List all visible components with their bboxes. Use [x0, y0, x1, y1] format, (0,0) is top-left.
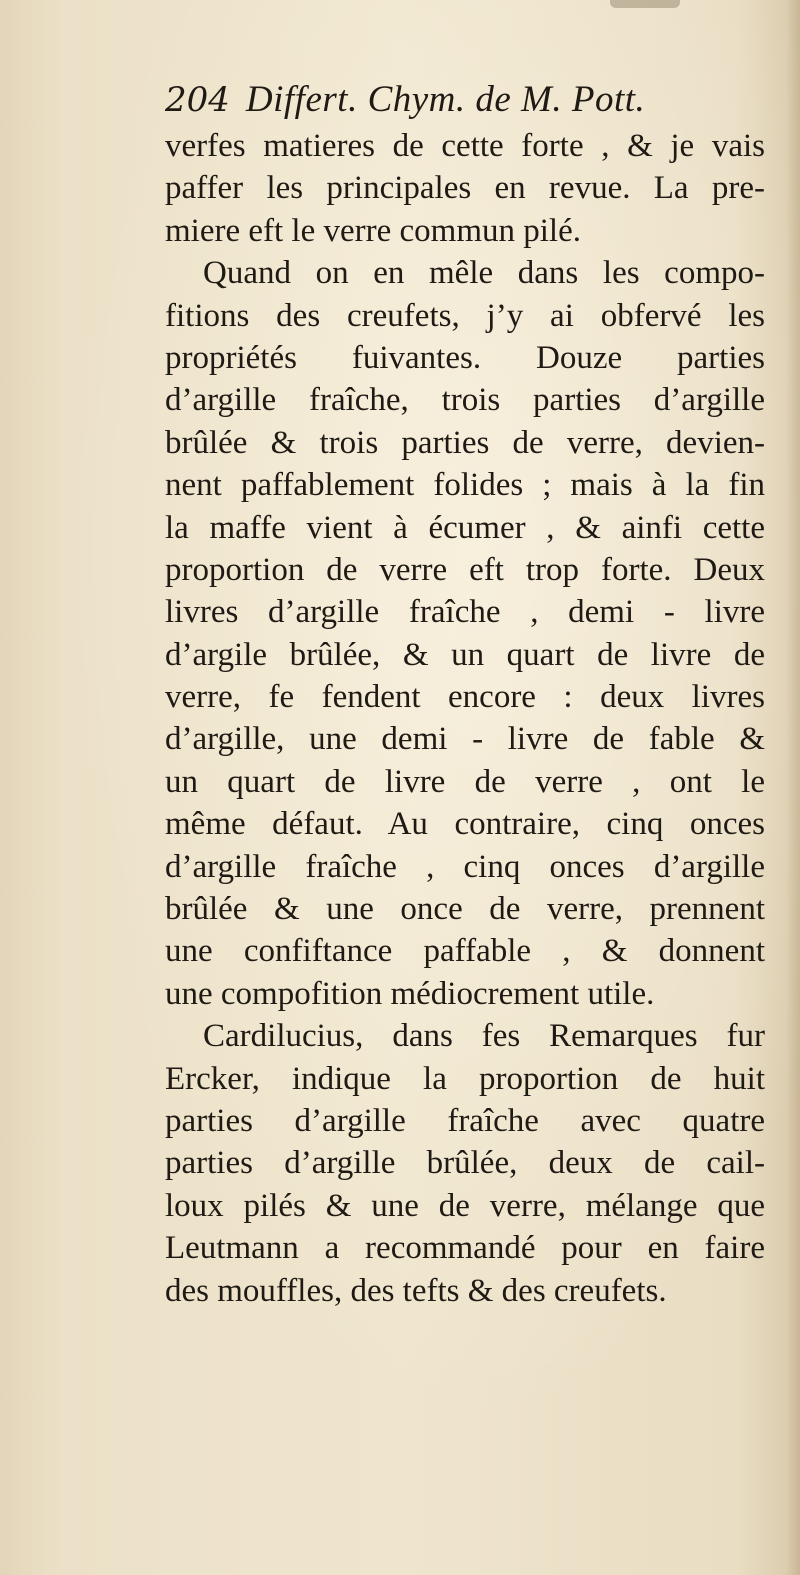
paragraph-start-line: Cardilucius, dans fes Remarques fur [203, 1018, 765, 1055]
text-line: d’argile brûlée, & un quart de livre de [165, 636, 765, 673]
paragraph-end-line: une compofition médiocrement utile. [165, 975, 655, 1012]
text-line: verre, fe fendent encore : deux livres [165, 679, 765, 716]
text-line: parties d’argille brûlée, deux de cail- [165, 1145, 765, 1182]
text-line: verfes matieres de cette forte , & je vais [165, 128, 765, 164]
text-line: nent paffablement folides ; mais à la fin [165, 467, 765, 504]
text-line: livres d’argille fraîche , demi - livre [165, 594, 765, 631]
running-head [165, 78, 765, 122]
text-line: brûlée & trois parties de verre, devien- [165, 424, 765, 461]
text-line: d’argille fraîche , cinq onces d’argille [165, 848, 765, 885]
text-line: fitions des creufets, j’y ai obfervé les [165, 297, 765, 334]
text-line: d’argille, une demi - livre de fable & [165, 721, 765, 758]
body-text [165, 125, 765, 1312]
text-line: un quart de livre de verre , ont le [165, 763, 765, 800]
text-line: la maffe vient à écumer , & ainfi cette [165, 509, 765, 546]
text-line: paffer les principales en revue. La pre- [165, 170, 765, 207]
running-title: Differt. Chym. de M. Pott. [245, 79, 646, 120]
page-number: 204 [165, 80, 230, 120]
text-line: propriétés fuivantes. Douze parties [165, 339, 765, 376]
text-line: Leutmann a recommandé pour en faire [165, 1230, 765, 1267]
page-edge-shadow [786, 0, 800, 1575]
paragraph-end-line: miere eft le verre commun pilé. [165, 212, 581, 249]
text-line: une confiftance paffable , & donnent [165, 933, 765, 970]
text-line: parties d’argille fraîche avec quatre [165, 1102, 765, 1139]
text-line: d’argille fraîche, trois parties d’argille [165, 382, 765, 419]
text-line: Ercker, indique la proportion de huit [165, 1060, 765, 1097]
text-line: même défaut. Au contraire, cinq onces [165, 806, 765, 843]
text-line: brûlée & une once de verre, prennent [165, 891, 765, 928]
paragraph-start-line: Quand on en mêle dans les compo- [203, 255, 765, 292]
text-line: proportion de verre eft trop forte. Deux [165, 551, 765, 588]
paragraph-end-line: des mouffles, des tefts & des creufets. [165, 1272, 667, 1309]
page-stain [610, 0, 680, 8]
text-line: loux pilés & une de verre, mélange que [165, 1187, 765, 1224]
